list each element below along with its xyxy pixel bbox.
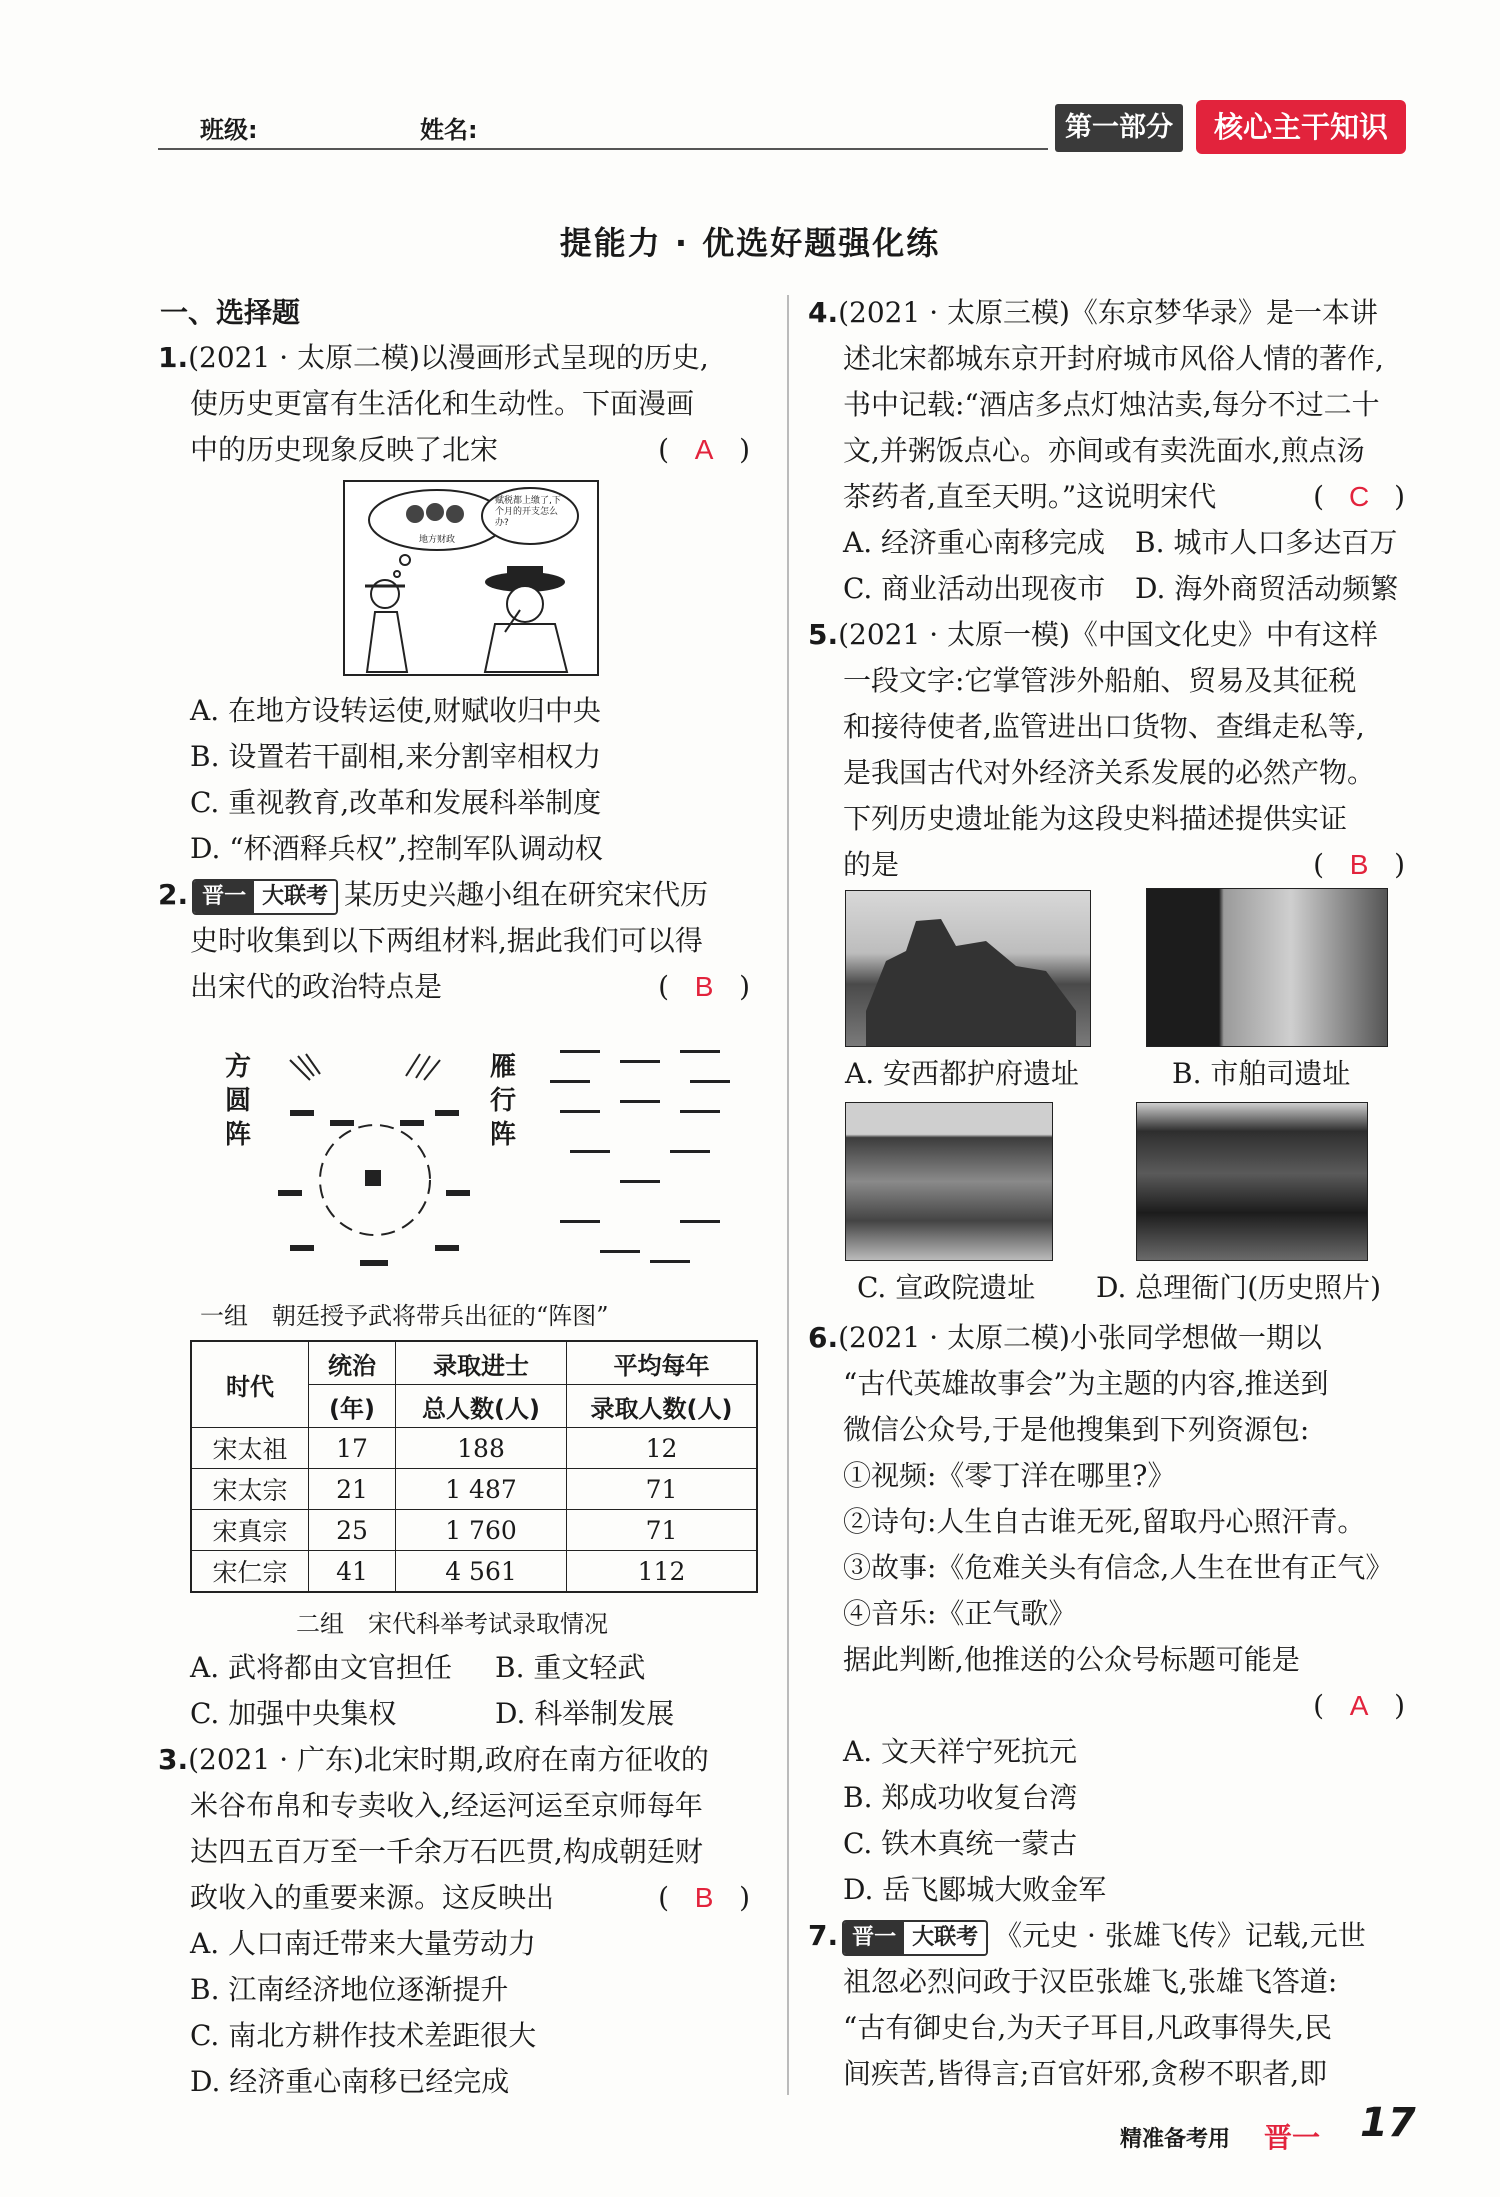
table-header-reign-1: 统治	[309, 1341, 396, 1385]
q4-line-1: 4.(2021 · 太原三模)《东京梦华录》是一本讲	[808, 296, 1378, 329]
q6-line-6: ③故事:《危难关头有信念,人生在世有正气》	[843, 1551, 1394, 1584]
class-label: 班级:	[200, 116, 258, 144]
q1-option-a: A. 在地方设转运使,财赋收归中央	[190, 694, 601, 727]
table-header-avg-1: 平均每年	[567, 1341, 758, 1385]
header-rule	[158, 148, 1048, 150]
ruins-shape	[846, 891, 1090, 1046]
q4-option-c: C. 商业活动出现夜市	[843, 572, 1106, 605]
q1-line-3: 中的历史现象反映了北宋 ( A )	[190, 427, 750, 473]
q4-option-a: A. 经济重心南移完成	[843, 526, 1106, 559]
q1-answer: A	[694, 434, 714, 465]
q3-option-a: A. 人口南迁带来大量劳动力	[190, 1927, 537, 1960]
q1-option-d: D. “杯酒释兵权”,控制军队调动权	[190, 832, 603, 865]
q4-line-5: 茶药者,直至天明。”这说明宋代 ( C )	[843, 474, 1405, 520]
lianka-badge: 晋一 大联考	[192, 879, 338, 915]
q2-option-b: B. 重文轻武	[495, 1651, 646, 1684]
q6-line-8: 据此判断,他推送的公众号标题可能是	[843, 1643, 1300, 1676]
q6-line-3: 微信公众号,于是他搜集到下列资源包:	[843, 1413, 1310, 1446]
q5-line-1: 5.(2021 · 太原一模)《中国文化史》中有这样	[808, 618, 1378, 651]
q2-line-2: 史时收集到以下两组材料,据此我们可以得	[190, 924, 703, 957]
q5-answer: B	[1349, 849, 1369, 880]
q2-option-a: A. 武将都由文官担任	[190, 1651, 453, 1684]
page: 班级: 姓名: 第一部分 核心主干知识 提能力 · 优选好题强化练 一、选择题 1.(2021 · 太原二模)以漫画形式呈现的历史, 使历史更富有生活化和生动性。下面漫画 中的历史现象反映了北宋 ( A ) 赋税都上缴了,下个月的开支怎么办? 地方财政 A. 在地方设转运使,财赋收归中央 B. 设置若干副相,来分割宰相权力 C. 重视教育,改革和发展科举制度 D. “杯酒释兵权”,控制军队调动权 2. 晋一 大联考 某历史兴趣小组在研究宋代历 史时收集到以下两组材料,据此我们可以得 出宋代的政治特点是 ( B ) 方圆阵 雁行阵 一组 朝廷授予武将带兵出征的“阵图” 时代 统治 录取进士 平均每年 (年) 总人数(人) 录取人数(人) 宋太祖 17 188 12 宋太宗 21 1 487 71 宋真宗 25 1 760 71 宋仁宗 41 4 561 112 二组 宋代科举考试录取情况 A. 武将都由文官担任 B. 重文轻武 C. 加强中央集权 D. 科举制发展 3.(2021 · 广东)北宋时期,政府在南方征收的 米谷布帛和专卖收入,经运河运至京师每年 达四五百万至一千余万石匹贯,构成朝廷财 政收入的重要来源。这反映出 ( B ) A. 人口南迁带来大量劳动力 B. 江南经济地位逐渐提升 C. 南北方耕作技术差距很大 D. 经济重心南移已经完成 4.(2021 · 太原三模)《东京梦华录》是一本讲 述北宋都城东京开封府城市风俗人情的著作, 书中记载:“酒店多点灯烛沽卖,每分不过二十 文,并粥饭点心。亦间或有卖洗面水,煎点汤 茶药者,直至天明。”这说明宋代 ( C ) A. 经济重心南移完成 B. 城市人口多达百万 C. 商业活动出现夜市 D. 海外商贸活动频繁 5.(2021 · 太原一模)《中国文化史》中有这样 一段文字:它掌管涉外船舶、贸易及其征税 和接待使者,监管进出口货物、查缉走私等, 是我国古代对外经济关系发展的必然产物。 下列历史遗址能为这段史料描述提供实证 的是 ( B ) A. 安西都护府遗址 B. 市舶司遗址 C. 宣政院遗址 D. 总理衙门(历史照片) 6.(2021 · 太原二模)小张同学想做一期以 “古代英雄故事会”为主题的内容,推送到 微信公众号,于是他搜集到下列资源包: ①视频:《零丁洋在哪里?》 ②诗句:人生自古谁无死,留取丹心照汗青。 ③故事:《危难关头有信念,人生在世有正气》 ④音乐:《正气歌》 据此判断,他推送的公众号标题可能是 ( A ) A. 文天祥宁死抗元 B. 郑成功收复台湾 C. 铁木真统一蒙古 D. 岳飞郾城大败金军 7. 晋一 大联考 《元史 · 张雄飞传》记载,元世 祖忽必烈问政于汉臣张雄飞,张雄飞答道: “古有御史台,为天子耳目,凡政事得失,民 间疾苦,皆得言;百官奸邪,贪秽不职者,即 精准备考用 晋一 17	[0, 0, 1500, 2197]
table-header-era: 时代	[191, 1341, 309, 1428]
q6-answer: A	[1349, 1690, 1369, 1721]
q4-option-b: B. 城市人口多达百万	[1135, 526, 1398, 559]
photo-xuanzhengyuan	[845, 1102, 1053, 1261]
footer-brand: 晋一	[1264, 2121, 1321, 2154]
exam-table	[190, 1340, 758, 1593]
formation-caption: 一组 朝廷授予武将带兵出征的“阵图”	[200, 1302, 609, 1330]
q7-line-2: 祖忽必烈问政于汉臣张雄飞,张雄飞答道:	[843, 1965, 1338, 1998]
q5-photo-b-label: B. 市舶司遗址	[1172, 1057, 1351, 1090]
table-caption: 二组 宋代科举考试录取情况	[296, 1610, 608, 1638]
q1-option-b: B. 设置若干副相,来分割宰相权力	[190, 740, 602, 773]
table-row: 宋太宗 21 1 487 71	[191, 1469, 757, 1510]
q3-answer: B	[694, 1882, 714, 1913]
q5-line-6: 的是 ( B )	[843, 842, 1405, 888]
q5-photo-c-label: C. 宣政院遗址	[857, 1271, 1036, 1304]
q3-line-4: 政收入的重要来源。这反映出 ( B )	[190, 1875, 750, 1921]
q2-line-1: 2. 晋一 大联考 某历史兴趣小组在研究宋代历	[158, 872, 708, 918]
q3-option-c: C. 南北方耕作技术差距很大	[190, 2019, 537, 2052]
q1-line-1: 1.(2021 · 太原二模)以漫画形式呈现的历史,	[158, 341, 709, 374]
q6-option-b: B. 郑成功收复台湾	[843, 1781, 1078, 1814]
q5-photo-d-label: D. 总理衙门(历史照片)	[1096, 1271, 1382, 1304]
core-badge: 核心主干知识	[1196, 100, 1406, 154]
q6-option-d: D. 岳飞郾城大败金军	[843, 1873, 1107, 1906]
q6-line-7: ④音乐:《正气歌》	[843, 1597, 1077, 1630]
q2-answer: B	[694, 971, 714, 1002]
page-title: 提能力 · 优选好题强化练	[559, 224, 941, 262]
q1-option-c: C. 重视教育,改革和发展科举制度	[190, 786, 602, 819]
q4-answer: C	[1348, 481, 1370, 512]
q6-option-c: C. 铁木真统一蒙古	[843, 1827, 1078, 1860]
q3-option-d: D. 经济重心南移已经完成	[190, 2065, 510, 2098]
table-row: 宋太祖 17 188 12	[191, 1428, 757, 1469]
table-header-reign-2: (年)	[309, 1385, 396, 1428]
q5-photo-a-label: A. 安西都护府遗址	[845, 1057, 1080, 1090]
q3-line-1: 3.(2021 · 广东)北宋时期,政府在南方征收的	[158, 1743, 709, 1776]
q5-line-2: 一段文字:它掌管涉外船舶、贸易及其征税	[843, 664, 1357, 697]
q4-line-2: 述北宋都城东京开封府城市风俗人情的著作,	[843, 342, 1384, 375]
cartoon-bubble: 赋税都上缴了,下个月的开支怎么办?	[495, 496, 561, 528]
formation-left-title: 方圆阵	[225, 1052, 252, 1150]
q6-option-a: A. 文天祥宁死抗元	[843, 1735, 1078, 1768]
q3-option-b: B. 江南经济地位逐渐提升	[190, 1973, 509, 2006]
part-badge: 第一部分	[1055, 104, 1183, 152]
q5-line-4: 是我国古代对外经济关系发展的必然产物。	[843, 756, 1376, 789]
lianka-badge: 晋一 大联考	[842, 1920, 988, 1956]
photo-shibosi-ruins	[1146, 888, 1388, 1047]
q7-line-3: “古有御史台,为天子耳目,凡政事得失,民	[843, 2011, 1333, 2044]
q2-option-d: D. 科举制发展	[495, 1697, 675, 1730]
footer-text: 精准备考用	[1120, 2127, 1231, 2152]
formation-left-diagram	[270, 1040, 480, 1280]
section-heading: 一、选择题	[160, 296, 301, 329]
q6-line-5: ②诗句:人生自古谁无死,留取丹心照汗青。	[843, 1505, 1366, 1538]
table-header-total-2: 总人数(人)	[396, 1385, 567, 1428]
table-header-avg-2: 录取人数(人)	[567, 1385, 758, 1428]
table-header-total-1: 录取进士	[396, 1341, 567, 1385]
q4-line-3: 书中记载:“酒店多点灯烛沽卖,每分不过二十	[843, 388, 1380, 421]
q4-line-4: 文,并粥饭点心。亦间或有卖洗面水,煎点汤	[843, 434, 1365, 467]
q6-line-1: 6.(2021 · 太原二模)小张同学想做一期以	[808, 1321, 1322, 1354]
q5-line-3: 和接待使者,监管进出口货物、查缉走私等,	[843, 710, 1365, 743]
q5-line-5: 下列历史遗址能为这段史料描述提供实证	[843, 802, 1348, 835]
q4-option-d: D. 海外商贸活动频繁	[1135, 572, 1399, 605]
q1-cartoon	[343, 480, 599, 676]
q3-line-3: 达四五百万至一千余万石匹贯,构成朝廷财	[190, 1835, 703, 1868]
q3-line-2: 米谷布帛和专卖收入,经运河运至京师每年	[190, 1789, 703, 1822]
q2-option-c: C. 加强中央集权	[190, 1697, 397, 1730]
formation-right-diagram	[540, 1040, 740, 1280]
q7-line-1: 7. 晋一 大联考 《元史 · 张雄飞传》记载,元世	[808, 1913, 1366, 1959]
photo-anxi-ruins	[845, 890, 1091, 1047]
name-label: 姓名:	[420, 116, 478, 144]
table-row: 宋真宗 25 1 760 71	[191, 1510, 757, 1551]
cartoon-label: 地方财政	[419, 535, 456, 545]
q7-line-4: 间疾苦,皆得言;百官奸邪,贪秽不职者,即	[843, 2057, 1328, 2090]
table-row: 宋仁宗 41 4 561 112	[191, 1551, 757, 1593]
q1-line-2: 使历史更富有生活化和生动性。下面漫画	[190, 387, 695, 420]
photo-zongli-yamen	[1136, 1102, 1368, 1261]
formation-goose	[490, 1040, 880, 1280]
q6-line-4: ①视频:《零丁洋在哪里?》	[843, 1459, 1176, 1492]
formation-right-title: 雁行阵	[490, 1052, 517, 1150]
q6-line-2: “古代英雄故事会”为主题的内容,推送到	[843, 1367, 1329, 1400]
page-number: 17	[1360, 2100, 1416, 2146]
q2-line-3: 出宋代的政治特点是 ( B )	[190, 964, 750, 1010]
